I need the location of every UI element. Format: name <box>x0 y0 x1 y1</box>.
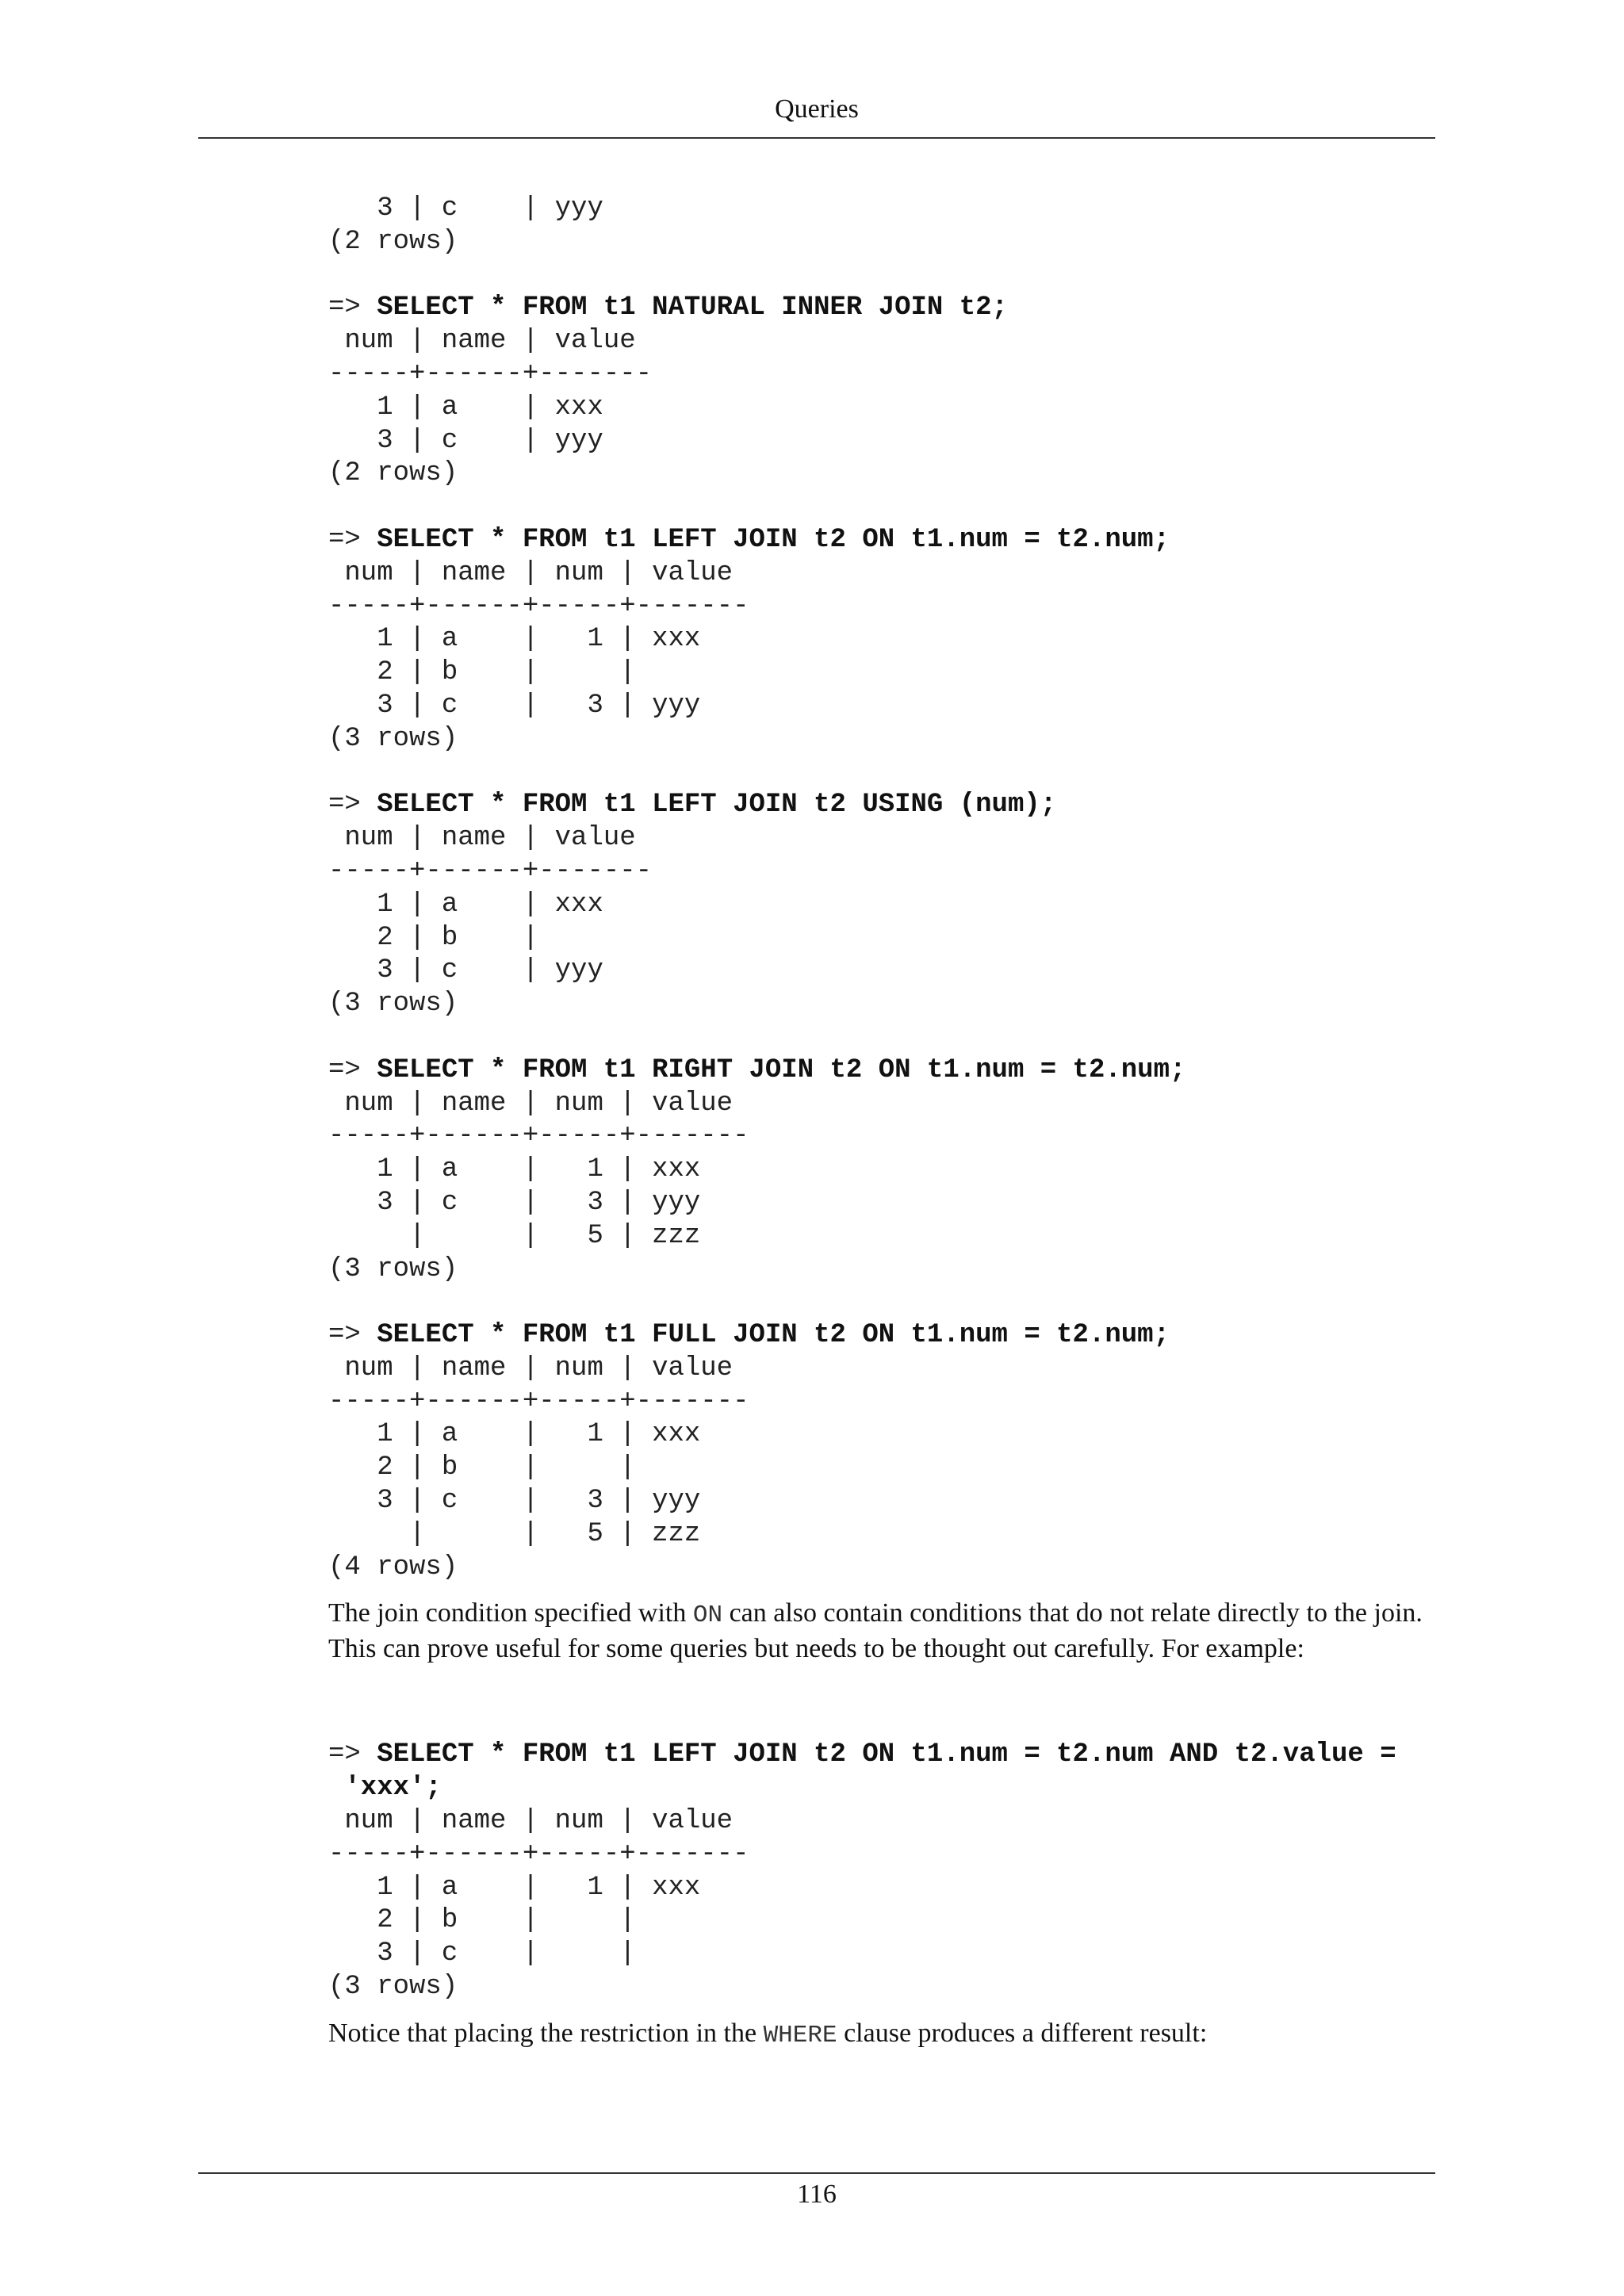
result-row: | | 5 | zzz <box>328 1220 701 1251</box>
prompt: => <box>328 1739 377 1770</box>
result-header: num | name | value <box>328 326 636 357</box>
result-row: 3 | c | 3 | yyy <box>328 690 701 721</box>
row-count: (4 rows) <box>328 1552 458 1582</box>
result-row: 3 | c | yyy <box>328 425 603 456</box>
row-count: (2 rows) <box>328 226 458 257</box>
code-block-left-join-on <box>328 524 1438 756</box>
result-row: 3 | c | 3 | yyy <box>328 1486 701 1517</box>
row-count: (3 rows) <box>328 1972 458 2003</box>
sql-command: SELECT * FROM t1 LEFT JOIN t2 USING (num); <box>377 790 1057 821</box>
result-header: num | name | num | value <box>328 1088 733 1119</box>
row-count: (3 rows) <box>328 1253 458 1284</box>
result-header: num | name | num | value <box>328 1353 733 1383</box>
page-header: Queries <box>775 94 859 124</box>
prompt: => <box>328 1054 377 1085</box>
result-header: num | name | value <box>328 823 636 854</box>
result-row: 3 | c | yyy <box>328 955 603 986</box>
sql-command: SELECT * FROM t1 LEFT JOIN t2 ON t1.num = t2.num; <box>377 524 1170 555</box>
footer-rule <box>198 2172 1435 2174</box>
code-block-left-join-using <box>328 789 1438 1021</box>
result-separator: -----+------+------- <box>328 358 653 389</box>
result-separator: -----+------+-----+------- <box>328 1839 749 1869</box>
code-block-left-join-and-condition <box>328 1739 1438 2003</box>
result-separator: -----+------+-----+------- <box>328 1121 749 1152</box>
result-row: 1 | a | xxx <box>328 392 603 423</box>
result-row: 1 | a | 1 | xxx <box>328 1154 701 1185</box>
page-number: 116 <box>797 2179 837 2209</box>
result-header: num | name | num | value <box>328 557 733 588</box>
sql-command: SELECT * FROM t1 LEFT JOIN t2 ON t1.num = t2.num AND t2.value = <box>377 1739 1396 1770</box>
result-row: 2 | b | | <box>328 1452 636 1483</box>
result-row: 1 | a | 1 | xxx <box>328 1872 701 1903</box>
header-rule <box>198 137 1435 139</box>
prompt: => <box>328 293 377 323</box>
paragraph-text: This can prove useful for some queries but needs to be thought out carefully. For example: <box>328 1634 1304 1664</box>
sql-command: SELECT * FROM t1 NATURAL INNER JOIN t2; <box>377 293 1008 323</box>
result-row: 3 | c | | <box>328 1938 636 1969</box>
result-header: num | name | num | value <box>328 1806 733 1837</box>
result-row: 3 | c | 3 | yyy <box>328 1187 701 1218</box>
result-row: 1 | a | xxx <box>328 889 603 920</box>
result-separator: -----+------+-----+------- <box>328 591 749 622</box>
row-count: (2 rows) <box>328 458 458 489</box>
result-row: 1 | a | 1 | xxx <box>328 1419 701 1450</box>
result-row: 1 | a | 1 | xxx <box>328 624 701 655</box>
sql-command: SELECT * FROM t1 FULL JOIN t2 ON t1.num = t2.num; <box>377 1320 1170 1351</box>
paragraph-text: clause produces a different result: <box>837 2018 1208 2048</box>
result-row: 2 | b | <box>328 922 539 953</box>
sql-command-continuation: 'xxx'; <box>328 1773 442 1804</box>
row-count: (3 rows) <box>328 989 458 1020</box>
prompt: => <box>328 1320 377 1351</box>
code-block-natural-inner-join <box>328 292 1438 491</box>
inline-code: WHERE <box>763 2021 837 2049</box>
prompt: => <box>328 524 377 555</box>
paragraph-text: Notice that placing the restriction in the <box>328 2018 764 2048</box>
result-row: 2 | b | | <box>328 657 636 688</box>
result-separator: -----+------+-----+------- <box>328 1386 749 1417</box>
prompt: => <box>328 790 377 821</box>
code-block-full-join <box>328 1319 1438 1584</box>
body-paragraph-on-condition <box>328 1597 1438 1666</box>
result-row: | | 5 | zzz <box>328 1518 701 1549</box>
code-block-continuation <box>328 193 1438 259</box>
sql-command: SELECT * FROM t1 RIGHT JOIN t2 ON t1.num = t2.num; <box>377 1054 1186 1085</box>
result-separator: -----+------+------- <box>328 855 653 886</box>
code-block-right-join <box>328 1054 1438 1287</box>
row-count: (3 rows) <box>328 723 458 754</box>
inline-code: ON <box>692 1601 723 1630</box>
paragraph-text: The join condition specified with <box>328 1598 693 1628</box>
result-row: 3 | c | yyy <box>328 193 603 224</box>
body-paragraph-where-clause <box>328 2017 1438 2053</box>
result-row: 2 | b | | <box>328 1905 636 1936</box>
paragraph-text: can also contain conditions that do not relate directly to the join. <box>722 1598 1423 1628</box>
page-content <box>328 193 1438 2053</box>
